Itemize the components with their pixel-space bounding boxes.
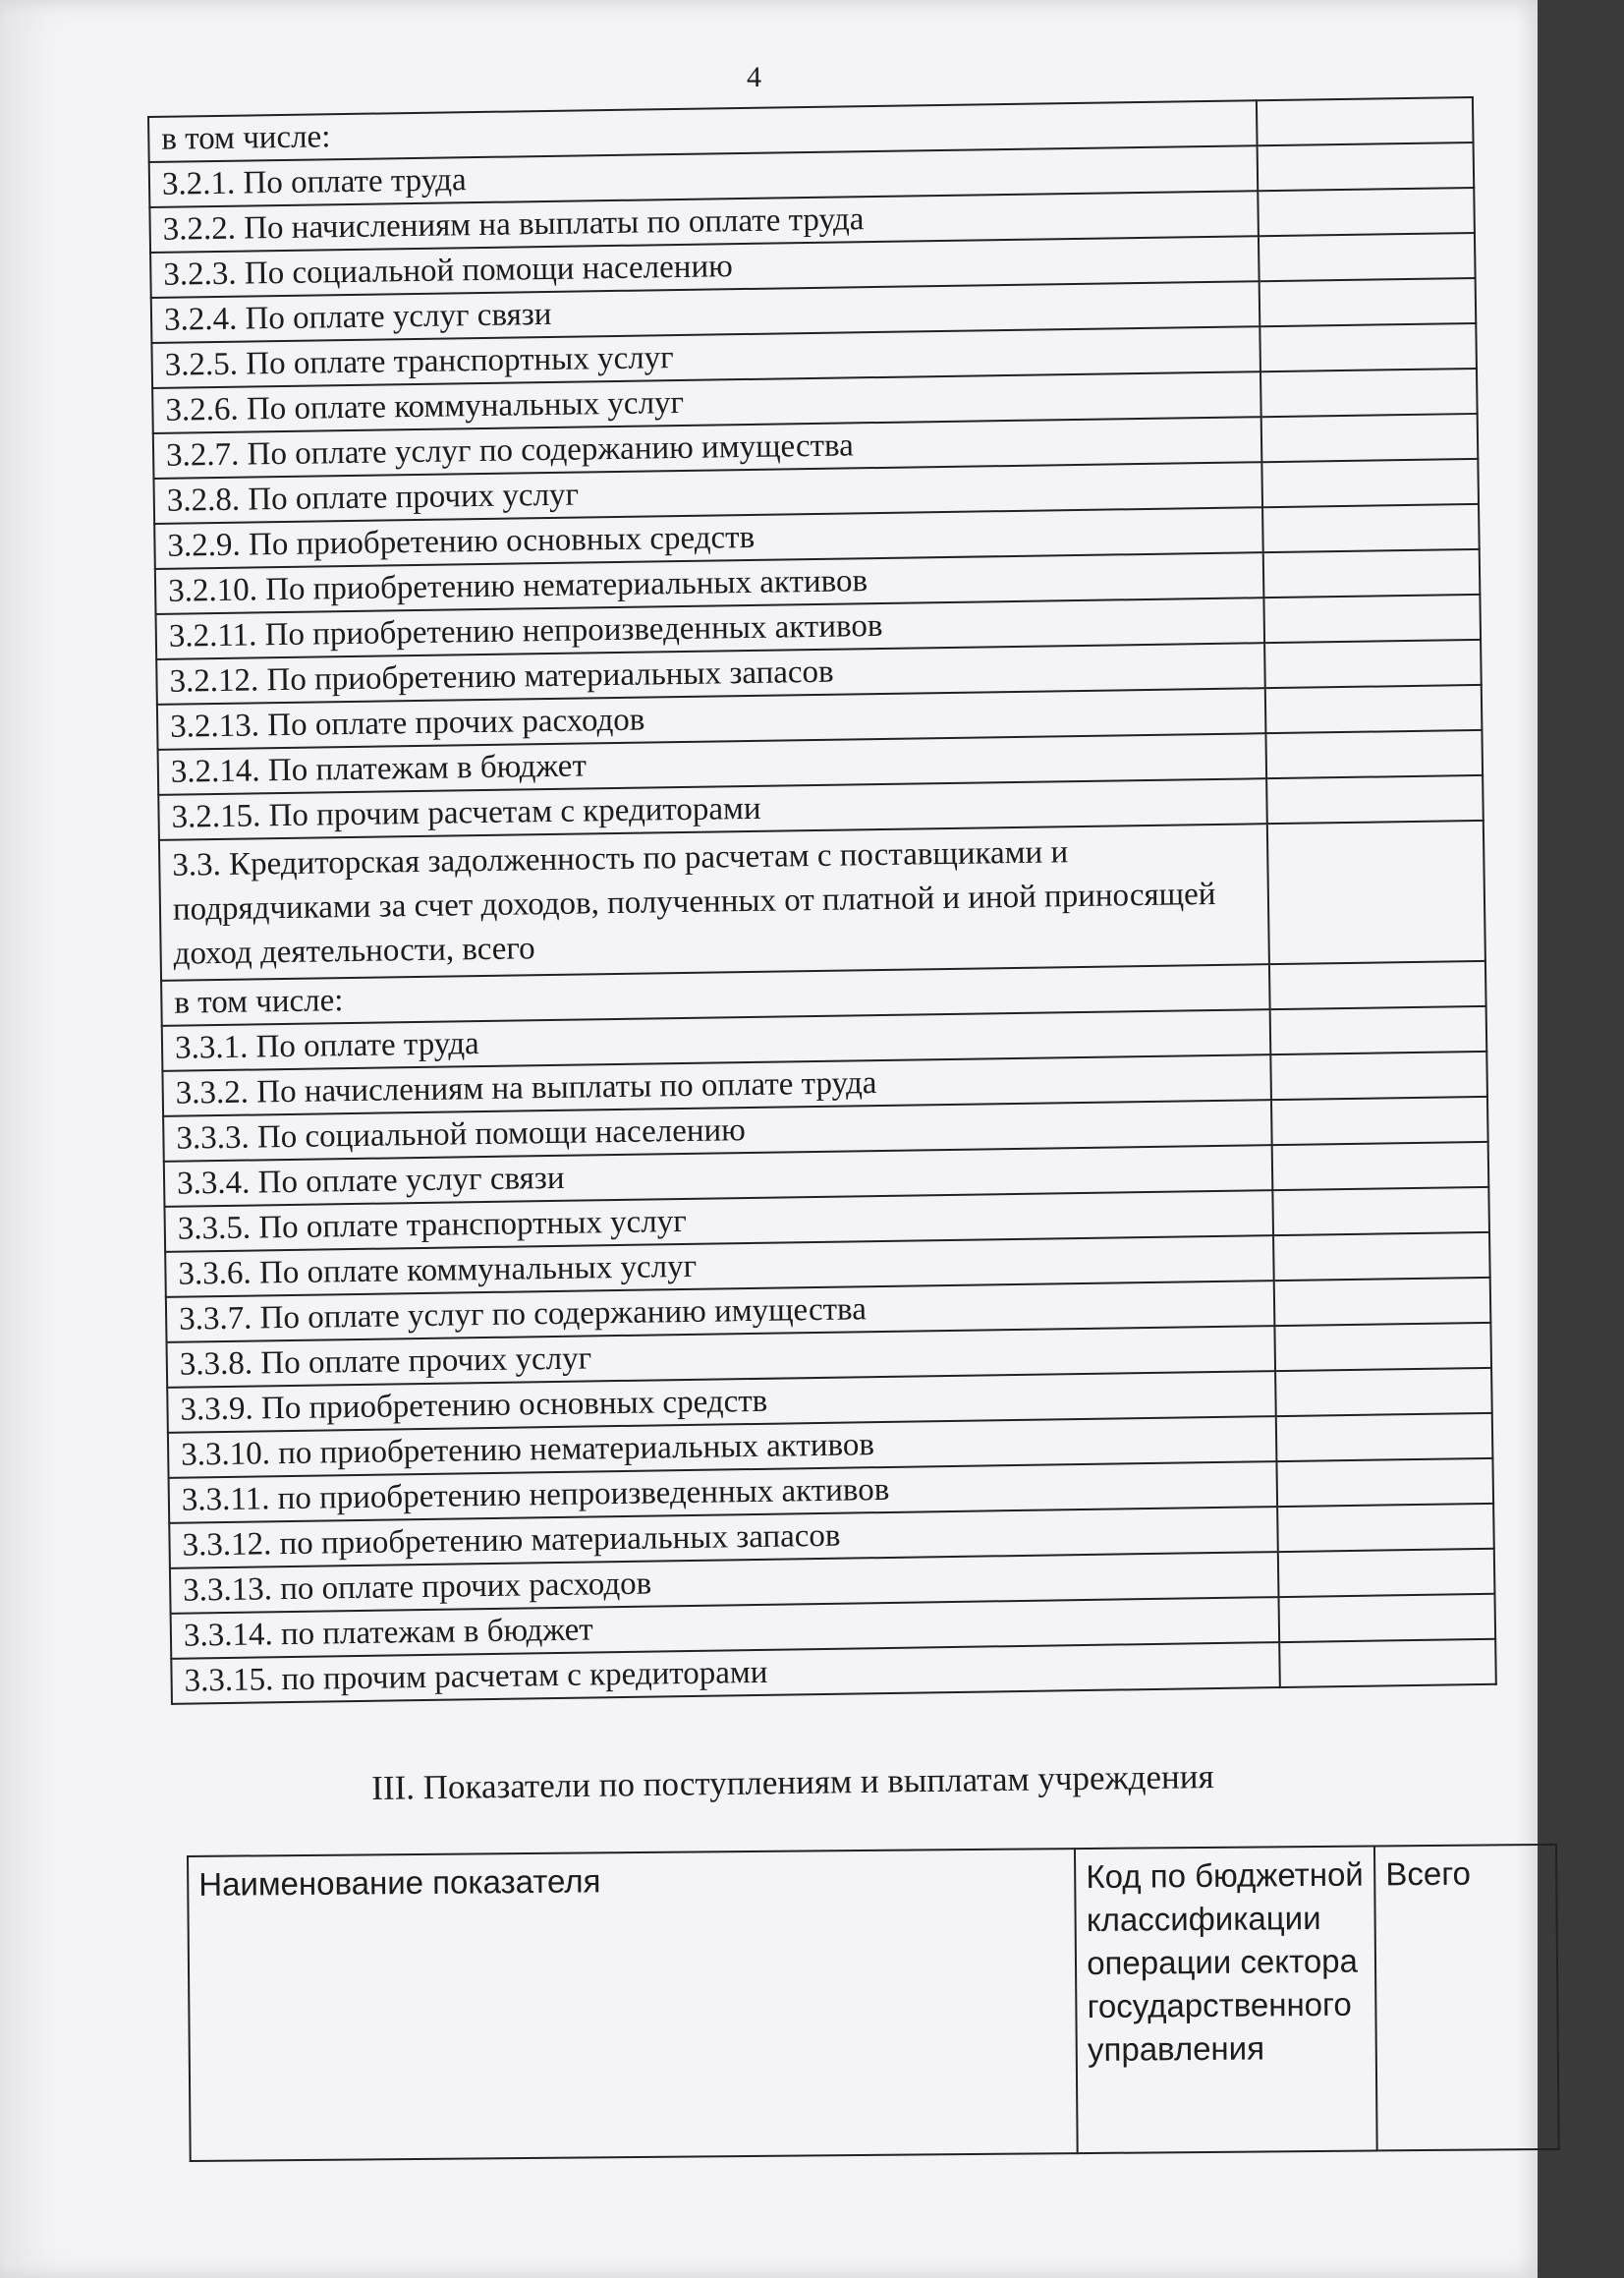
row-value-cell (1276, 1458, 1493, 1507)
row-value-cell (1264, 640, 1482, 688)
row-label: 3.2.3. По социальной помощи населению (150, 236, 1260, 298)
row-value-cell (1269, 961, 1486, 1009)
row-label: 3.3.3. По социальной помощи населению (163, 1100, 1272, 1162)
row-value-cell (1260, 323, 1477, 371)
row-label: 3.2.14. По платежам в бюджет (158, 733, 1267, 795)
row-label: 3.2.10. По приобретению нематериальных активов (155, 552, 1264, 614)
row-label: 3.2.1. По оплате труда (149, 145, 1259, 207)
row-value-cell (1258, 188, 1475, 236)
row-label: 3.2.7. По оплате услуг по содержанию имущества (153, 417, 1262, 479)
liabilities-table (147, 96, 1497, 1705)
row-value-cell (1258, 142, 1475, 191)
row-label: 3.3.2. По начислениям на выплаты по оплате труда (162, 1054, 1271, 1116)
row-label: 3.2.5. По оплате транспортных услуг (151, 326, 1260, 388)
row-value-cell (1277, 1504, 1494, 1552)
header-total: Всего (1374, 1845, 1559, 2151)
row-value-cell (1272, 1142, 1489, 1190)
row-label: 3.3.11. по приобретению непроизведенных активов (169, 1461, 1278, 1523)
row-label: 3.2.12. По приобретению материальных запасов (156, 643, 1265, 705)
row-value-cell (1267, 821, 1485, 964)
row-value-cell (1261, 414, 1479, 462)
row-label: 3.2.9. По приобретению основных средств (154, 507, 1263, 569)
row-label: 3.3.10. по приобретению нематериальных активов (168, 1416, 1277, 1478)
row-value-cell (1278, 1549, 1495, 1597)
row-label: 3.2.6. По оплате коммунальных услуг (152, 371, 1261, 433)
row-label: 3.2.13. По оплате прочих расходов (157, 688, 1266, 750)
row-value-cell (1263, 595, 1481, 643)
row-value-cell (1271, 1097, 1488, 1145)
row-label: 3.3.12. по приобретению материальных запасов (169, 1507, 1278, 1568)
receipts-payments-table (187, 1844, 1560, 2162)
row-value-cell (1273, 1232, 1490, 1281)
row-label: 3.3.1. По оплате труда (162, 1009, 1271, 1071)
row-label: в том числе: (161, 964, 1270, 1026)
header-indicator-name: Наименование показателя (188, 1849, 1078, 2161)
header-budget-code: Код по бюджетной классификации операции сектора государственного управления (1075, 1846, 1377, 2153)
row-value-cell (1272, 1187, 1489, 1235)
row-value-cell (1265, 730, 1483, 778)
row-value-cell (1274, 1278, 1491, 1326)
row-label: в том числе: (148, 100, 1258, 162)
row-value-cell (1260, 278, 1477, 326)
row-label: 3.3.9. По приобретению основных средств (167, 1371, 1276, 1433)
row-label: 3.3.15. по прочим расчетам с кредиторами (171, 1642, 1280, 1704)
row-value-cell (1274, 1323, 1491, 1371)
row-value-cell (1278, 1594, 1495, 1642)
row-label: 3.3.7. По оплате услуг по содержанию имущества (166, 1281, 1275, 1342)
row-label: 3.3.6. По оплате коммунальных услуг (165, 1235, 1274, 1297)
page-number: 4 (747, 61, 761, 93)
row-value-cell (1262, 504, 1480, 552)
row-value-cell (1259, 233, 1476, 281)
row-value-cell (1270, 1006, 1487, 1054)
row-value-cell (1275, 1368, 1492, 1416)
row-value-cell (1263, 549, 1481, 598)
row-value-cell (1261, 459, 1479, 507)
row-value-cell (1276, 1413, 1493, 1461)
row-label: 3.3.8. По оплате прочих услуг (167, 1326, 1276, 1388)
row-value-cell (1265, 685, 1483, 733)
row-value-cell (1257, 97, 1474, 145)
row-label: 3.3.13. по оплате прочих расходов (170, 1552, 1279, 1614)
table-header-row (188, 1845, 1559, 2161)
row-value-cell (1260, 369, 1478, 417)
row-label: 3.2.11. По приобретению непроизведенных активов (156, 598, 1265, 659)
section-heading: III. Показатели по поступлениям и выплатам учреждения (371, 1757, 1214, 1807)
row-value-cell (1266, 775, 1484, 824)
table-row (159, 821, 1485, 981)
row-label: 3.3.5. По оплате транспортных услуг (164, 1190, 1273, 1252)
row-label: 3.3. Кредиторская задолженность по расчетам с поставщиками и подрядчиками за счет доходов, полученных от платной и иной приносящей доход деятельности, всего (159, 824, 1269, 981)
row-label: 3.3.14. по платежам в бюджет (171, 1597, 1280, 1659)
row-label: 3.2.15. По прочим расчетам с кредиторами (158, 778, 1267, 840)
row-label: 3.2.4. По оплате услуг связи (151, 281, 1260, 343)
row-value-cell (1270, 1052, 1487, 1100)
row-label: 3.2.8. По оплате прочих услуг (153, 462, 1262, 524)
row-value-cell (1279, 1639, 1496, 1687)
row-label: 3.3.4. По оплате услуг связи (164, 1145, 1273, 1207)
row-label: 3.2.2. По начислениям на выплаты по оплате труда (149, 191, 1259, 253)
